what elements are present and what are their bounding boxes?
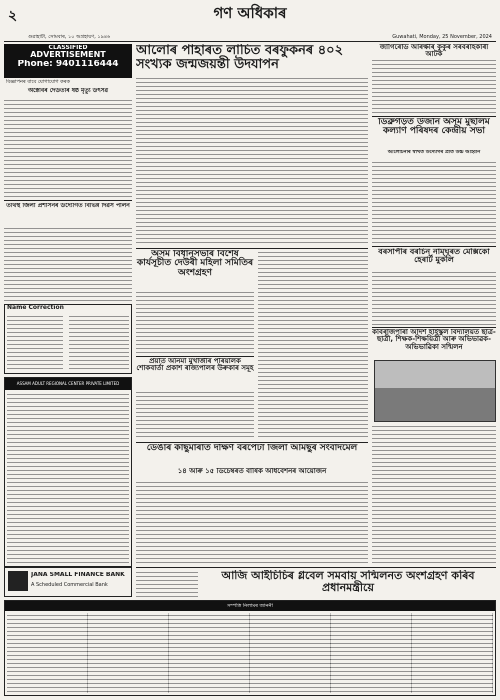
dibrugarh-rule — [372, 116, 496, 117]
masthead-date-assamese: গুৱাহাটী, সোমবাৰ, ১০ অগ্ৰহায়ণ, ১৯৪৬ — [28, 34, 111, 40]
assembly-headline: অসম বিধানসভাৰ বিশেষ কাৰ্যসূচীত দেউৰী মহিলা সমিতিৰ অংশগ্ৰহণ — [136, 250, 254, 278]
tribute-body — [136, 390, 254, 440]
tender-header — [5, 378, 131, 390]
auction-notice — [4, 600, 496, 696]
classified-line: বিজ্ঞাপনৰ বাবে যোগাযোগ কৰক — [6, 79, 70, 85]
tribute-headline: প্ৰয়াত অনিমা মুখাৰ্জীৰ পৰিয়ালক শোকবাৰ্তা প্ৰকাশ ৰাজ্যপালৰ উৰুকাৰ সমূহ — [136, 358, 254, 373]
dibrugarh-headline: ডিব্ৰুগড়ত উজনি অসম মুছলিম কল্যাণ পৰিষদৰ কেন্দ্ৰীয় সভা — [378, 118, 490, 137]
classified-phone: Phone: 9401116444 — [17, 59, 119, 69]
school-rule — [372, 327, 496, 328]
bottom-left-body — [136, 570, 198, 600]
masthead-rule — [4, 41, 496, 42]
lead-headline: আলোৰ পাহাৰত লাচিত বৰফুকনৰ ৪০২ সংখ্যক জন্মজয়ন্তী উদযাপন — [136, 44, 344, 72]
conference-sub: ১৪ আৰু ১৫ ডিচেম্বৰত বাৰ্ষিক অধিবেশনৰ আয়োজন — [177, 468, 327, 475]
classified-heading: CLASSIFIED — [48, 45, 88, 51]
left-headline-2-box — [4, 200, 132, 224]
conference-headline: ডেঙাৰ কাছুমাৰাত দক্ষিণ বৰপেটা জিলা আমছুৰ সংবাদমেল — [146, 444, 358, 453]
right-top-body — [372, 58, 496, 114]
auction-notice-title: সম্পত্তি নিলামৰ জাননী — [227, 603, 273, 609]
tender-heading: ASSAM ADULT REGIONAL CENTER PRIVATE LIMITED — [16, 381, 120, 386]
auction-header — [5, 601, 495, 611]
elephant-rule — [372, 246, 496, 247]
name-correction-body-2 — [69, 314, 129, 372]
bank-sub: A Scheduled Commercial Bank — [31, 582, 108, 588]
elephant-headline: বৰসাপীৰ বৰচিন নাম্ঘৰত মেক্সিকো হেৰাৰ্ট মুকলি — [378, 248, 490, 265]
school-group-photo — [374, 360, 496, 422]
elephant-body — [372, 270, 496, 325]
bottom-rule — [136, 567, 496, 568]
lead-body — [136, 76, 368, 246]
bank-logo-icon — [8, 571, 28, 591]
school-body — [372, 424, 496, 565]
dibrugarh-body — [372, 160, 496, 244]
bank-name: JANA SMALL FINANCE BANK — [31, 572, 125, 578]
masthead — [0, 0, 500, 42]
middle-right-body — [258, 250, 368, 440]
classified-sub: ADVERTISEMENT — [30, 51, 106, 60]
masthead-title: গণ অধিকাৰ — [213, 4, 287, 22]
masthead-date-english: Guwahati, Monday, 25 November, 2024 — [392, 34, 492, 40]
left-headline-1: অক্টোবৰ দেউতাৰ ষষ্ঠ মৃত্যু উৎসৱ — [27, 88, 109, 94]
name-correction-box — [4, 304, 132, 374]
left-body-2 — [4, 226, 132, 301]
classified-box — [4, 44, 132, 78]
page-number: ২ — [8, 8, 18, 24]
left-body-1 — [4, 98, 132, 198]
left-headline-2: তীৰ্থস্থ জিলা প্ৰশাসনৰ উদ্যোগত বিভিন্ন দিৱস পালন — [6, 203, 130, 209]
tender-box — [4, 377, 132, 567]
bottom-headline: আজি আইচিচিৰ গ্লবেল সমবায় সন্মিলনত অংশগ্ৰহণ কৰিব প্ৰধানমন্ত্ৰীয়ে — [221, 570, 475, 594]
assembly-body — [136, 290, 254, 354]
tender-body — [7, 392, 129, 564]
jana-bank-ad-header — [4, 567, 132, 597]
dibrugarh-sub: আলোচনাৰ স্বাৰ্থত উদ্যোগৰ প্ৰতি উচ্চ আহ্বান — [387, 150, 481, 155]
conference-rule — [136, 442, 368, 443]
name-correction-body — [7, 314, 63, 372]
auction-table — [7, 613, 493, 693]
conference-body — [136, 480, 368, 565]
name-correction-heading: Name Correction — [7, 305, 64, 311]
right-top-headline: জাগিৰোড আৰক্ষীৰ কুকুৰ সৰবৰাহকাৰী আটক — [379, 44, 489, 59]
lead-rule — [136, 248, 368, 249]
tribute-rule — [136, 356, 254, 357]
school-headline: কবিৰাজপাৰা আদৰ্শ হাইস্কুল বিদ্যালয়ত ছাত্ৰ-ছাত্ৰী, শিক্ষক-শিক্ষয়িত্ৰী আৰু অভিভাৱক-অভিভাৱিকা সন্মিলন — [372, 329, 496, 351]
